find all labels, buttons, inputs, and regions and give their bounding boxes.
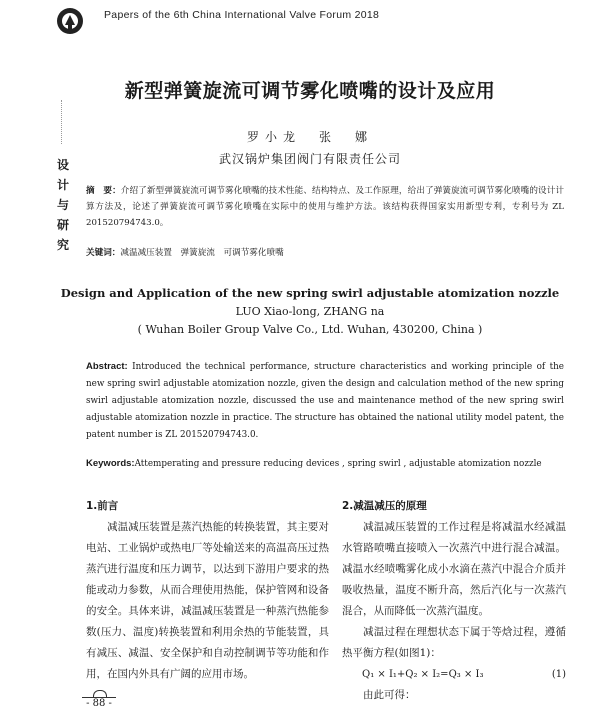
keywords-cn-text: 减温减压装置 弹簧旋流 可调节雾化喷嘴 <box>120 248 284 258</box>
section-side-label <box>55 155 71 255</box>
section-2-after-formula: 由此可得： <box>363 689 416 701</box>
abstract-en <box>86 358 564 444</box>
section-1-heading: 1.前言 <box>86 500 119 512</box>
side-label-char: 设 <box>56 158 69 172</box>
affiliation-en: ( Wuhan Boiler Group Valve Co., Ltd. Wuhan, 430200, China ) <box>137 323 483 336</box>
paper-title-en: Design and Application of the new spring swirl adjustable atomization nozzle <box>60 286 560 300</box>
abstract-en-text: Introduced the technical performance, structure characteristics and working principle of the new spring swirl adjustable atomization nozzle, given the design and calculation method of the new spring swirl adjustable atomization nozzle, discussed the use and maintenance method of the new spring swirl adjustable atomization nozzle in practice. The structure has obtained the national utility model patent, the patent number is ZL 201520794743.0. <box>86 362 564 440</box>
footer-ornament <box>93 690 107 697</box>
side-label-char: 与 <box>56 198 69 212</box>
section-2-heading: 2.减温减压的原理 <box>342 500 427 512</box>
keywords-en <box>86 458 564 469</box>
authors-cn: 罗小龙 张 娜 <box>246 130 373 144</box>
side-label-char: 计 <box>56 178 69 192</box>
section-2-paragraph-2: 减温过程在理想状态下属于等焓过程，遵循热平衡方程(如图1)： <box>342 626 566 659</box>
forum-logo <box>56 7 84 35</box>
side-label-char: 究 <box>56 238 69 252</box>
equation-1-body: Q₁ × I₁+Q₂ × I₂=Q₃ × I₃ <box>362 669 484 680</box>
equation-1-number: (1) <box>551 669 566 680</box>
abstract-cn <box>86 183 564 231</box>
section-1-body <box>86 517 329 685</box>
page-number: - 88 - <box>82 697 116 709</box>
section-2-body <box>342 517 566 706</box>
keywords-cn-label: 关键词： <box>86 248 121 258</box>
side-label-char: 研 <box>56 218 69 232</box>
keywords-cn <box>86 246 564 258</box>
abstract-cn-text: 介绍了新型弹簧旋流可调节雾化喷嘴的技术性能、结构特点、及工作原理，给出了弹簧旋流可调节雾化喷嘴的设计计算方法及，论述了弹簧旋流可调节雾化喷嘴在实际中的使用与维护方法。该结构获得国家实用新型专利，专利号为 ZL 201520794743.0。 <box>86 186 564 228</box>
keywords-en-text: Attemperating and pressure reducing devices , spring swirl , adjustable atomization nozzle <box>134 459 542 469</box>
keywords-en-label: Keywords: <box>86 458 135 469</box>
abstract-en-label: Abstract: <box>86 361 128 372</box>
section-2-paragraph: 减温减压装置的工作过程是将减温水经减温水管路喷嘴直接喷入一次蒸汽中进行混合减温。减温水经喷嘴雾化成小水滴在蒸汽中混合介质并吸收热量，温度不断升高，然后汽化与一次蒸汽混合，从而降低一次蒸汽温度。 <box>342 521 566 617</box>
equation-1 <box>342 664 566 685</box>
affiliation-cn: 武汉锅炉集团阀门有限责任公司 <box>218 152 401 166</box>
running-header: Papers of the 6th China International Valve Forum 2018 <box>104 9 380 21</box>
paper-title-cn: 新型弹簧旋流可调节雾化喷嘴的设计及应用 <box>124 80 496 102</box>
section-1-paragraph: 减温减压装置是蒸汽热能的转换装置，其主要对电站、工业锅炉或热电厂等处输送来的高温高压过热蒸汽进行温度和压力调节，以达到下游用户要求的热能或动力参数，从而合理使用热能，保护管网和设备的安全。具体来讲，减温减压装置是一种蒸汽热能参数(压力、温度)转换装置和利用余热的节能装置，具有减压、减温、安全保护和自动控制调节等功能和作用，在国内外具有广阔的应用市场。 <box>86 521 329 680</box>
authors-en: LUO Xiao-long, ZHANG na <box>235 305 385 318</box>
abstract-cn-label: 摘 要： <box>86 186 121 196</box>
